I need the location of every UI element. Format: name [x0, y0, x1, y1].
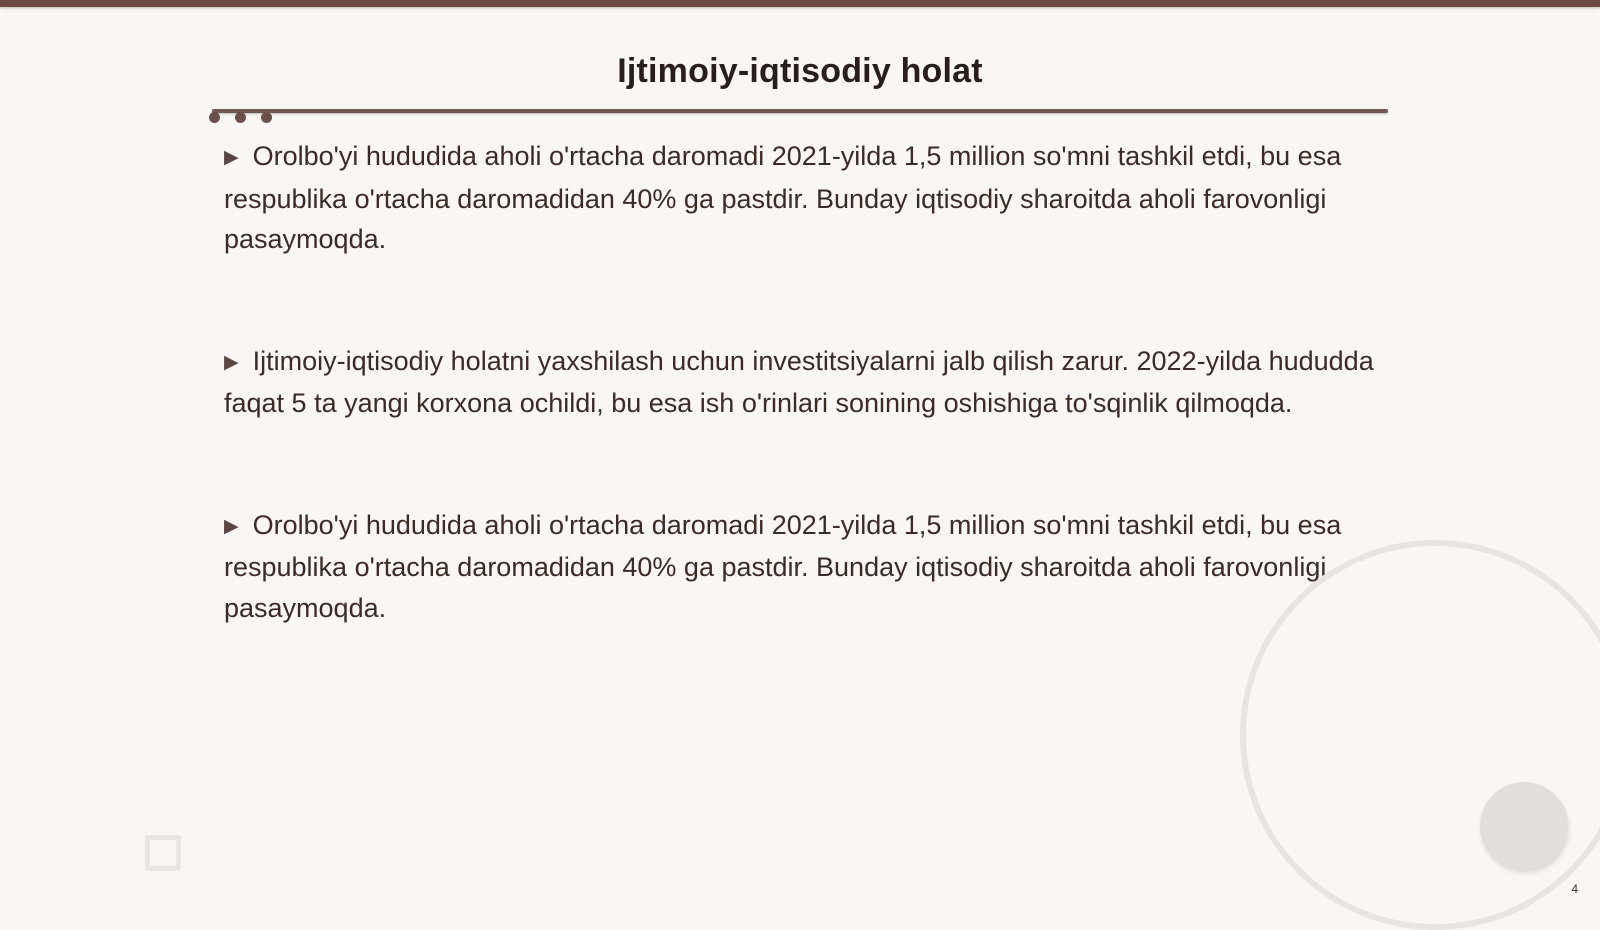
page-number: 4 — [1571, 882, 1578, 896]
title-underline-dot — [209, 112, 220, 123]
bullet-item — [224, 136, 1374, 260]
bullet-item — [224, 505, 1374, 629]
title-underline-dot — [235, 112, 246, 123]
triangle-bullet-icon: ▶ — [224, 147, 239, 168]
slide-title: Ijtimoiy-iqtisodiy holat — [617, 52, 983, 90]
title-underline-dot — [261, 112, 272, 123]
decorative-square — [145, 835, 181, 871]
bullet-item — [224, 341, 1374, 424]
bullet-list — [224, 136, 1374, 628]
bullet-text: Ijtimoiy-iqtisodiy holatni yaxshilash uchun investitsiyalarni jalb qilish zarur. 2022-yilda hududda faqat 5 ta yangi korxona ochildi, bu esa ish o'rinlari sonining oshishiga to'sqinlik qilmoqda. — [224, 345, 1374, 418]
bullet-text: Orolbo'yi hududida aholi o'rtacha daromadi 2021-yilda 1,5 million so'mni tashkil etdi, bu esa respublika o'rtacha daromadidan 40% ga pastdir. Bunday iqtisodiy sharoitda aholi farovonligi pasaymoqda. — [224, 141, 1342, 254]
triangle-bullet-icon: ▶ — [224, 351, 239, 373]
decorative-circle — [1480, 782, 1568, 870]
title-underline — [212, 109, 1388, 113]
triangle-bullet-icon: ▶ — [224, 515, 239, 537]
top-accent-bar — [0, 0, 1600, 7]
bullet-text: Orolbo'yi hududida aholi o'rtacha daromadi 2021-yilda 1,5 million so'mni tashkil etdi, bu esa respublika o'rtacha daromadidan 40% ga pastdir. Bunday iqtisodiy sharoitda aholi farovonligi pasaymoqda. — [224, 509, 1342, 623]
decorative-ring — [1240, 540, 1600, 930]
